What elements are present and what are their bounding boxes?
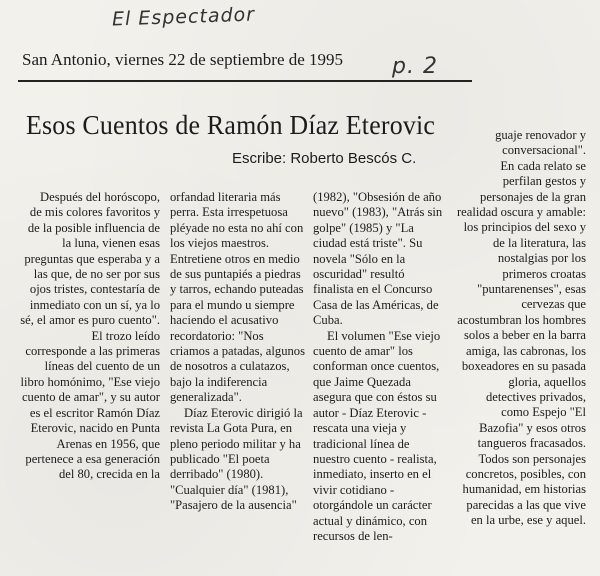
handwritten-page-note: p. 2 xyxy=(392,54,438,79)
article-byline: Escribe: Roberto Bescós C. xyxy=(232,150,417,167)
handwritten-source-note: El Espectador xyxy=(111,3,256,31)
article-column-2 xyxy=(170,190,305,514)
article-column-1 xyxy=(20,190,160,483)
header-rule xyxy=(18,80,472,82)
paragraph: Después del horóscopo, de mis colores favoritos y de la posible influencia de la luna, vienen esas preguntas que esperaba y a las que, de no ser por sus ojos tristes, contestaría de inmediato con un sí, ya lo sé, el amor es puro cuento". xyxy=(20,190,160,328)
paragraph: El trozo leído corresponde a las primeras líneas del cuento de un libro homónimo, "Ese viejo cuento de amar", y su autor es el escritor Ramón Díaz Eterovic, nacido en Punta Arenas en 1956, que pertenece a esa generación del 80, crecida en la xyxy=(20,328,160,482)
article-headline: Esos Cuentos de Ramón Díaz Eterovic xyxy=(26,110,436,140)
article-column-4 xyxy=(456,128,586,529)
paragraph: Díaz Eterovic dirigió la revista La Gota Pura, en pleno periodo militar y ha publicado "El poeta derribado" (1980). "Cualquier día" (1981), "Pasajero de la ausencia" xyxy=(170,405,303,513)
paragraph: En cada relato se perfilan gestos y personajes de la gran realidad oscura y amable: los principios del sexo y de la literatura, las nostalgias por los primeros croatas "puntarenenses", esas cervezas que acostumbran los hombres solos a beber en la barra amiga, las cabronas, los boxeadores en su pasada gloria, aquellos detectives privados, como Espejo "El Bazofia" y esos otros tangueros fracasados. Todos son personajes concretos, posibles, con humanidad, em historias parecidas a las que vive en la urbe, ese y aquel. xyxy=(456,158,586,528)
dateline: San Antonio, viernes 22 de septiembre de 1995 xyxy=(22,50,344,69)
paragraph: (1982), "Obsesión de año nuevo" (1983), "Atrás sin golpe" (1985) y "La ciudad está triste". Su novela "Sólo en la oscuridad" resultó finalista en el Concurso Casa de las Américas, de Cuba. xyxy=(313,190,443,328)
paragraph: El volumen "Ese viejo cuento de amar" los conforman once cuentos, que Jaime Quezada asegura que con éstos su autor - Díaz Eterovic - rescata una vieja y tradicional línea de nuestro cuento - realista, inmediato, inserto en el vivir cotidiano - otorgándole un carácter actual y dinámico, con recursos de len- xyxy=(313,328,441,543)
paragraph: guaje renovador y conversacional". xyxy=(495,128,586,158)
article-column-3 xyxy=(313,190,448,544)
paragraph: orfandad literaria más perra. Esta irrespetuosa pléyade no esta no ahí con los viejos maestros. Entretiene otros en medio de sus puntapiés a piedras y tarros, echando puteadas para el mundo u siempre haciendo el acusativo recordatorio: "Nos criamos a patadas, algunos de nosotros a culatazos, bajo la indiferencia generalizada". xyxy=(170,190,305,405)
